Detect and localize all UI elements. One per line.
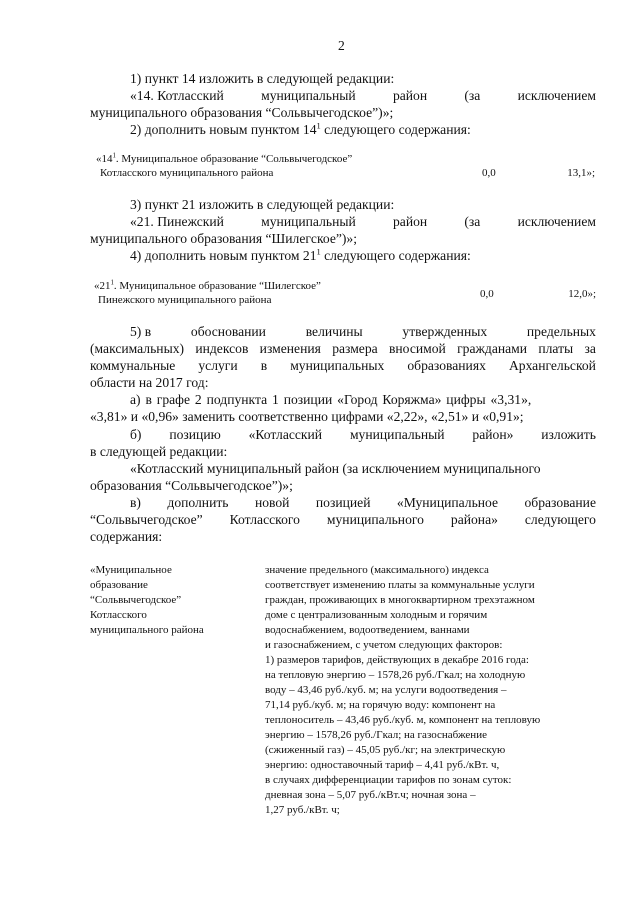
- item5v-line2: [90, 511, 596, 528]
- word: следующего: [524, 512, 596, 527]
- word: района»: [450, 512, 498, 527]
- table-right-line: дневная зона – 5,07 руб./кВт.ч; ночная зона –: [265, 789, 476, 801]
- table-right-line: граждан, проживающих в многоквартирном трехэтажном: [265, 594, 535, 606]
- table-left-line: муниципального района: [90, 624, 204, 636]
- item5a-line2: «3,81» и «0,96» заменить соответственно цифрами «2,22», «2,51» и «0,91»;: [90, 409, 524, 424]
- word: за: [584, 341, 596, 356]
- item1-line1: 1) пункт 14 изложить в следующей редакции:: [130, 71, 395, 86]
- word: вносимой: [388, 341, 446, 356]
- word: обосновании: [190, 324, 266, 339]
- word: (за: [464, 88, 481, 103]
- word: исключением: [517, 214, 596, 229]
- word: Архангельской: [508, 358, 596, 373]
- word: образование: [524, 495, 596, 510]
- entry21-value1: 0,0: [480, 288, 494, 300]
- word: в: [260, 358, 268, 373]
- table-left-line: «Муниципальное: [90, 564, 172, 576]
- table-right-line: в случаях дифференциации тарифов по зонам суток:: [265, 774, 512, 786]
- word: размера: [332, 341, 378, 356]
- word: изменения: [259, 341, 321, 356]
- word: индексов: [195, 341, 249, 356]
- word: “Сольвычегодское”: [90, 512, 203, 527]
- word: район: [392, 88, 428, 103]
- item5-line1: [130, 323, 596, 340]
- item5-line4: области на 2017 год:: [90, 375, 209, 390]
- item1-line2: [130, 87, 596, 104]
- table-right-line: энергию – 1578,26 руб./Гкал; на газоснабжение: [265, 729, 487, 741]
- table-right-line: 1) размеров тарифов, действующих в декабре 2016 года:: [265, 654, 529, 666]
- item5b-line1: [130, 426, 596, 443]
- table-right-line: энергию: одноставочный тариф – 4,41 руб./кВт. ч,: [265, 759, 500, 771]
- entry21-value2: 12,0»;: [568, 288, 596, 300]
- entry21-sup: 1: [110, 279, 114, 287]
- word: величины: [305, 324, 363, 339]
- item2-sup: 1: [316, 120, 321, 131]
- entry21-open: «21: [94, 280, 111, 292]
- table-right-line: 1,27 руб./кВт. ч;: [265, 804, 340, 816]
- item3-line3: муниципального образования “Шилегское”)»;: [90, 231, 358, 246]
- item5a-line1: а) в графе 2 подпункта 1 позиции «Город Коряжма» цифры «3,31»,: [130, 392, 532, 407]
- word: услуги: [198, 358, 238, 373]
- word: (за: [464, 214, 481, 229]
- word: исключением: [517, 88, 596, 103]
- table-left-line: образование: [90, 579, 148, 591]
- table-right-line: водоснабжением, водоотведением, ваннами: [265, 624, 470, 636]
- word: муниципальных: [290, 358, 385, 373]
- table-right-line: теплоноситель – 43,46 руб./куб. м, компонент на тепловую: [265, 714, 541, 726]
- entry21-line2: Пинежского муниципального района: [98, 294, 272, 306]
- word: Котласского: [229, 512, 300, 527]
- word: позицию: [169, 427, 221, 442]
- word: утвержденных: [402, 324, 488, 339]
- table-right-line: доме с централизованным холодным и горячим: [265, 609, 488, 621]
- entry14-value2: 13,1»;: [567, 167, 595, 179]
- item5-line3: [90, 357, 596, 374]
- entry14-line1: [96, 152, 352, 166]
- item4-text: 4) дополнить новым пунктом 21: [130, 248, 317, 263]
- entry14-line2: Котласского муниципального района: [100, 167, 274, 179]
- word: «Котласский: [248, 427, 323, 442]
- word: муниципальный: [349, 427, 445, 442]
- table-right-line: значение предельного (максимального) индекса: [265, 564, 489, 576]
- word: в): [130, 495, 141, 510]
- word: предельных: [526, 324, 596, 339]
- item5v-line3: содержания:: [90, 529, 163, 544]
- item1-line3: муниципального образования “Сольвычегодское”)»;: [90, 105, 394, 120]
- entry21-line1: [94, 279, 321, 293]
- word: новой: [254, 495, 290, 510]
- word: район»: [472, 427, 514, 442]
- word: коммунальные: [90, 358, 176, 373]
- entry14-title: . Муниципальное образование “Сольвычегодское”: [115, 153, 353, 165]
- word: б): [130, 427, 142, 442]
- entry14-sup: 1: [112, 152, 116, 160]
- word: гражданами: [457, 341, 528, 356]
- word: «Муниципальное: [396, 495, 499, 510]
- table-left-line: Котласского: [90, 609, 147, 621]
- table-right-line: и газоснабжением, с учетом следующих факторов:: [265, 639, 503, 651]
- item5-line2: [90, 340, 596, 357]
- word: платы: [538, 341, 574, 356]
- word: муниципального: [326, 512, 424, 527]
- item2-line: [130, 121, 471, 138]
- item5b-line2: в следующей редакции:: [90, 444, 228, 459]
- item4-sup: 1: [316, 246, 321, 257]
- word: «14. Котласский: [130, 88, 224, 103]
- table-right-line: соответствует изменению платы за коммунальные услуги: [265, 579, 535, 591]
- item2-text-rest: следующего содержания:: [320, 122, 471, 137]
- table-right-line: на тепловую энергию – 1578,26 руб./Гкал; на холодную: [265, 669, 526, 681]
- item2-text: 2) дополнить новым пунктом 14: [130, 122, 317, 137]
- entry21-title: . Муниципальное образование “Шилегское”: [113, 280, 321, 292]
- item4-text-rest: следующего содержания:: [320, 248, 471, 263]
- word: район: [392, 214, 428, 229]
- entry14-value1: 0,0: [482, 167, 496, 179]
- word: 5) в: [130, 324, 152, 339]
- entry14-open: «14: [96, 153, 113, 165]
- item5v-line1: [130, 494, 596, 511]
- page-number: 2: [338, 38, 345, 53]
- table-right-line: (сжиженный газ) – 45,05 руб./кг; на электрическую: [265, 744, 506, 756]
- item3-line2: [130, 213, 596, 230]
- word: изложить: [541, 427, 596, 442]
- item5b-line3: «Котласский муниципальный район (за исключением муниципального: [130, 461, 541, 476]
- word: (максимальных): [90, 341, 185, 356]
- word: дополнить: [167, 495, 229, 510]
- word: муниципальный: [261, 88, 356, 103]
- table-left-line: “Сольвычегодское”: [90, 594, 182, 606]
- item4-line: [130, 247, 471, 264]
- word: позицией: [315, 495, 371, 510]
- word: «21. Пинежский: [130, 214, 224, 229]
- table-right-line: воду – 43,46 руб./куб. м; на услуги водоотведения –: [265, 684, 507, 696]
- table-right-line: 71,14 руб./куб. м; на горячую воду: компонент на: [265, 699, 496, 711]
- word: образованиях: [407, 358, 486, 373]
- item3-line1: 3) пункт 21 изложить в следующей редакции:: [130, 197, 395, 212]
- item5b-line4: образования “Сольвычегодское”)»;: [90, 478, 293, 493]
- word: муниципальный: [261, 214, 356, 229]
